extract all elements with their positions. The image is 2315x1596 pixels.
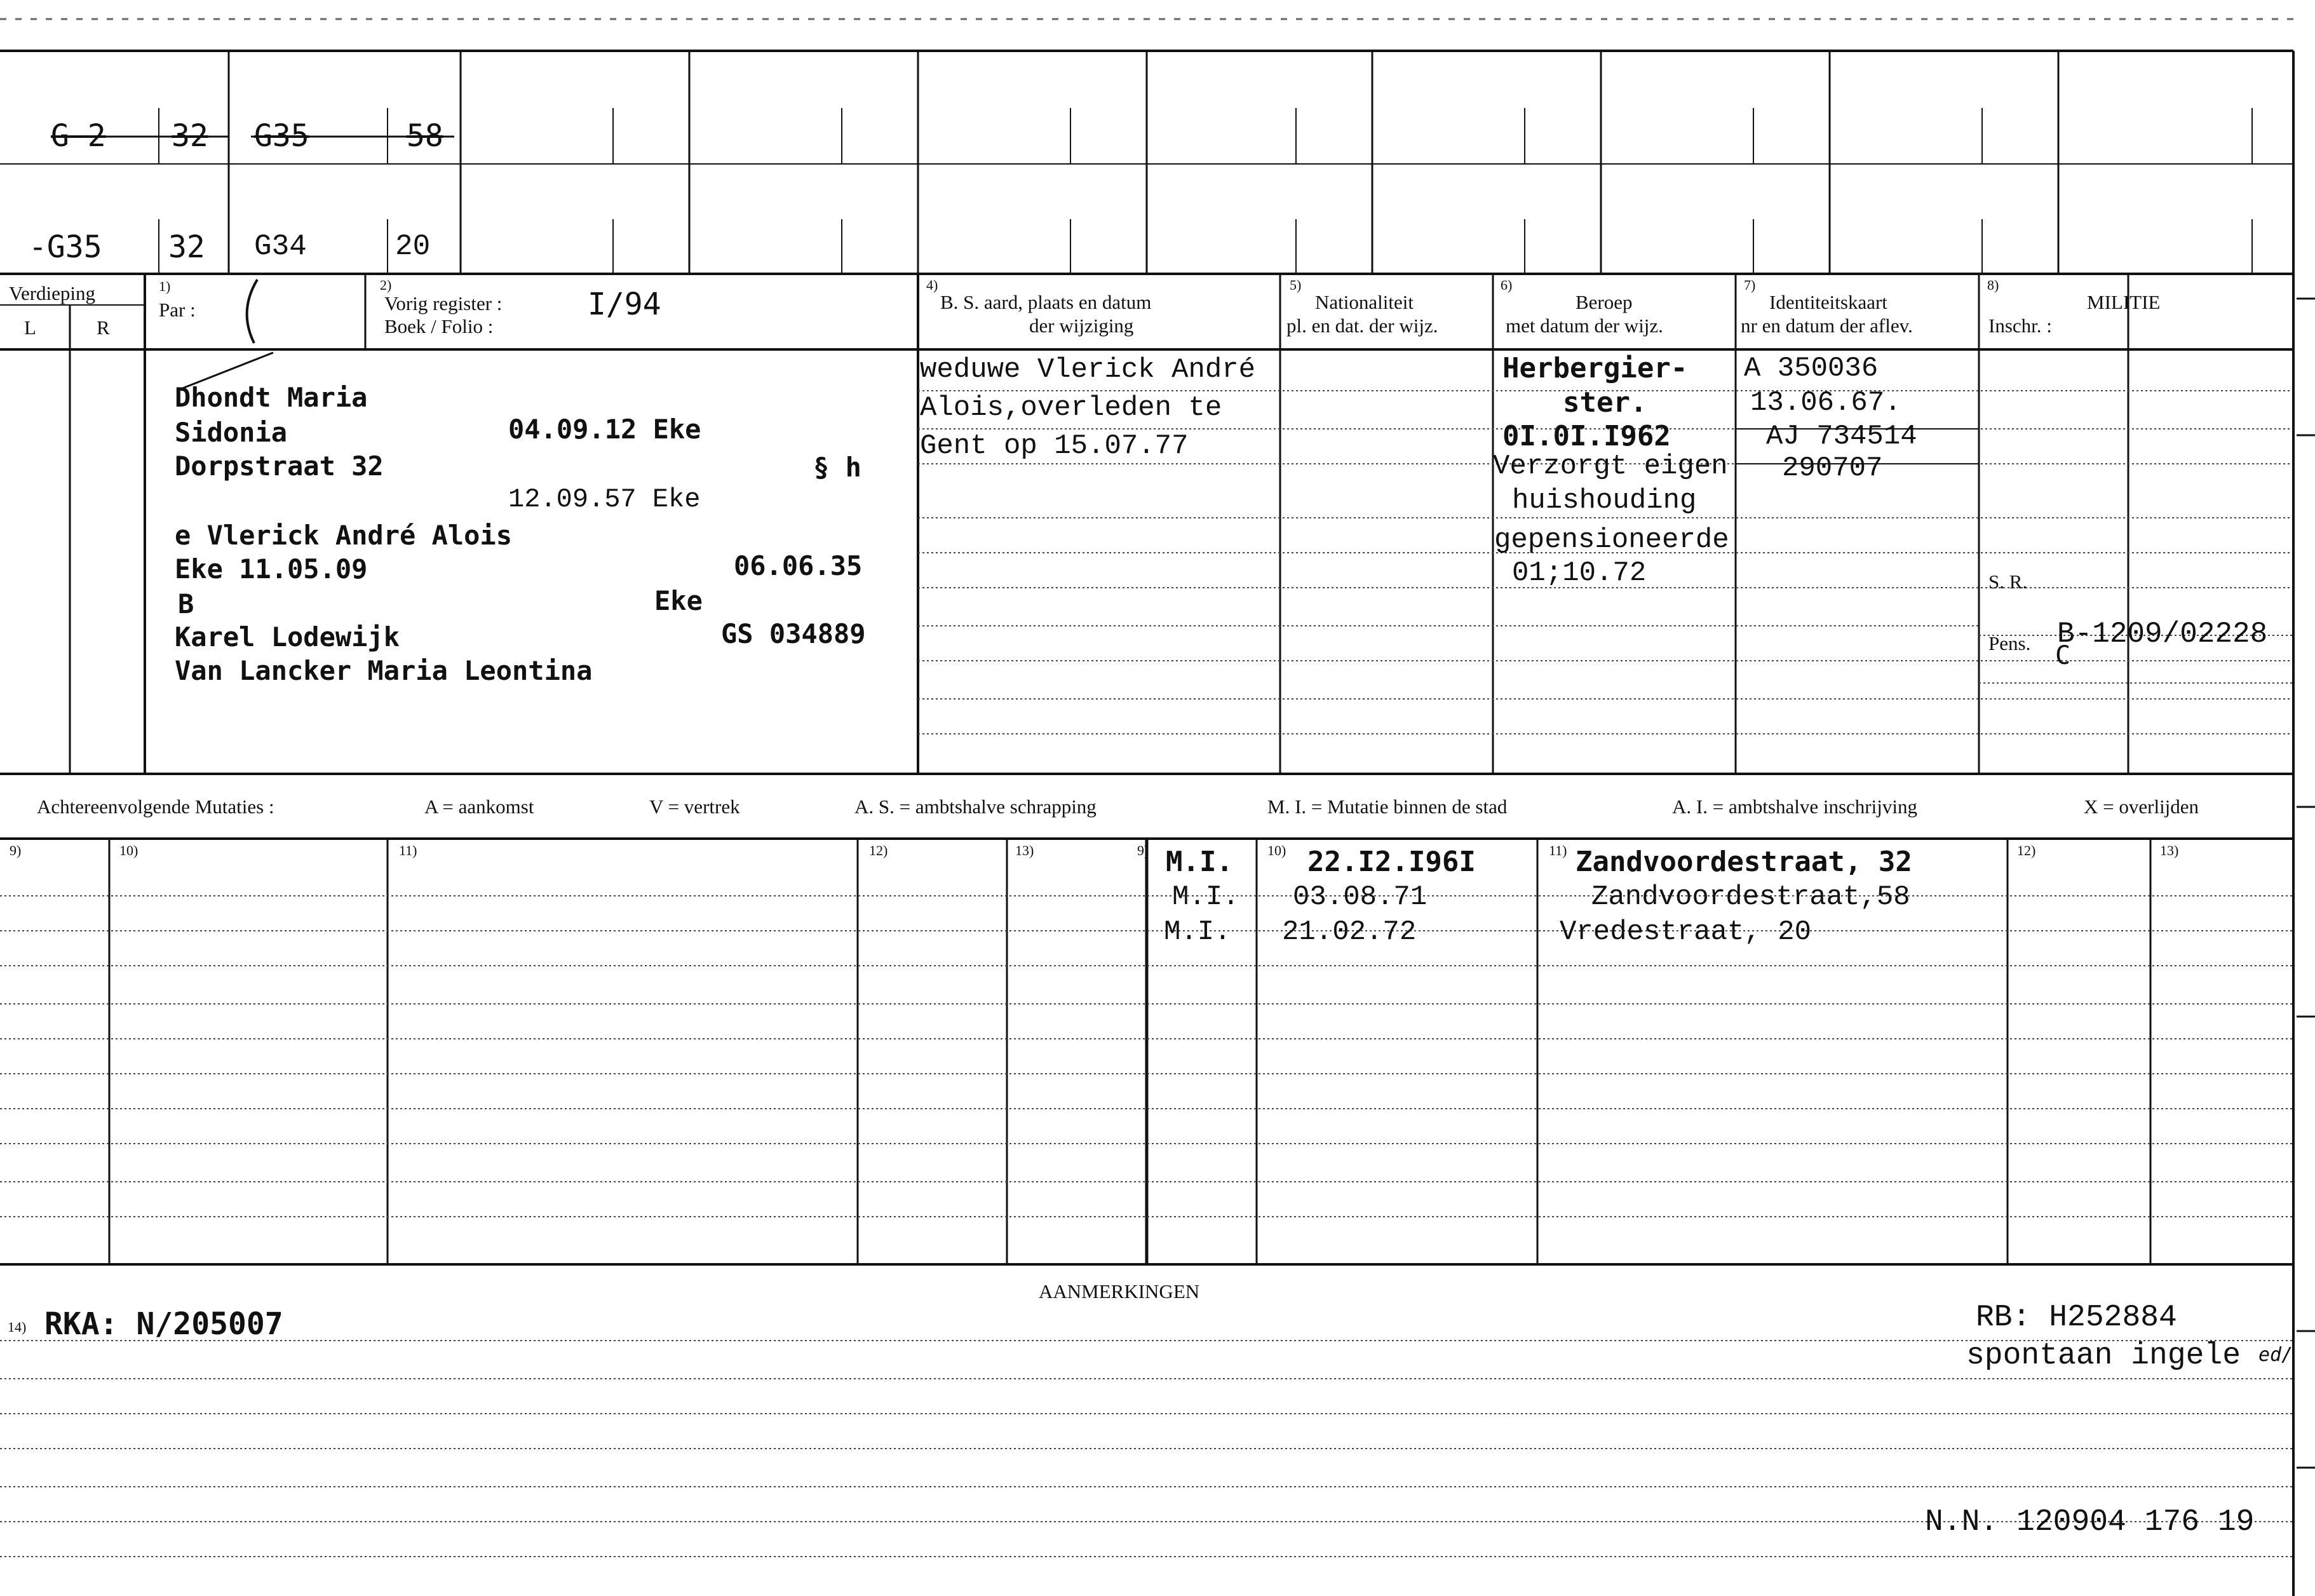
beroep-header: Beroep (1576, 291, 1633, 313)
bs-header: B. S. aard, plaats en datum (940, 291, 1152, 313)
column-number: 10) (119, 842, 138, 858)
bs-entry: Alois,overleden te (920, 392, 1222, 424)
strip-value: 20 (395, 230, 431, 263)
beroep-entry: 0I.0I.I962 (1502, 420, 1671, 452)
person-address: Dorpstraat 32 (175, 450, 384, 482)
column-number: 11) (399, 842, 417, 858)
mutation-key: V = vertrek (649, 795, 740, 818)
column-number: 10) (1267, 842, 1286, 858)
nationality-header: Nationaliteit (1315, 291, 1414, 313)
register-value: I/94 (588, 287, 661, 322)
column-number: 13) (1015, 842, 1034, 858)
strip-value: 32 (168, 229, 205, 265)
mutations-legend: Achtereenvolgende Mutaties : (37, 795, 274, 818)
column-number: 11) (1549, 842, 1567, 858)
bs-entry: weduwe Vlerick André (920, 354, 1256, 386)
person-name: Sidonia (175, 417, 288, 448)
verdieping-label: Verdieping (9, 282, 96, 304)
column-number: 13) (2160, 842, 2179, 858)
person-line: B (178, 588, 194, 619)
mutation-address: Zandvoordestraat,58 (1591, 881, 1910, 913)
strip-value: 32 (172, 118, 208, 154)
mutation-key: M. I. = Mutatie binnen de stad (1267, 795, 1508, 818)
mutation-key: A. S. = ambtshalve schrapping (854, 795, 1097, 818)
bs-entry: Gent op 15.07.77 (920, 430, 1189, 462)
gs-number: GS 034889 (721, 618, 866, 649)
spouse-name: e Vlerick André Alois (175, 520, 513, 551)
id-entry: A 350036 (1744, 353, 1879, 384)
rb-value: RB: H252884 (1976, 1301, 2177, 1335)
person-name: Dhondt Maria (175, 382, 368, 413)
column-number: 12) (869, 842, 888, 858)
column-number: 14) (8, 1319, 27, 1335)
mutation-date: 21.02.72 (1282, 916, 1417, 948)
date-value: 06.06.35 (734, 550, 863, 581)
beroep-entry: Herbergier- (1502, 352, 1688, 384)
vorig-register-label: Vorig register : (384, 292, 503, 314)
column-number: 8) (1987, 277, 1999, 293)
mutation-code: M.I. (1164, 916, 1231, 948)
beroep-entry: Verzorgt eigen (1493, 450, 1728, 482)
beroep-header: met datum der wijz. (1506, 314, 1663, 337)
mutation-date: 03.08.71 (1293, 881, 1427, 913)
column-number: 4) (926, 277, 938, 293)
id-entry: 13.06.67. (1750, 387, 1901, 419)
inschr-label: Inschr. : (1988, 314, 2052, 337)
id-entry: AJ 734514 (1766, 421, 1917, 452)
beroep-entry: gepensioneerde (1494, 524, 1729, 556)
column-number: 6) (1501, 277, 1513, 293)
id-entry: 290707 (1782, 452, 1883, 484)
pens-value: B-1209/02228 (2057, 618, 2268, 651)
nn-number: N.N. 120904 176 19 (1925, 1505, 2255, 1539)
mutation-key: A. I. = ambtshalve inschrijving (1672, 795, 1917, 818)
remarks-title: AANMERKINGEN (1039, 1280, 1200, 1302)
mutation-date: 22.I2.I96I (1307, 846, 1476, 878)
boek-folio-label: Boek / Folio : (384, 315, 494, 337)
pens-c: C (2055, 641, 2071, 670)
id-header: Identiteitskaart (1769, 291, 1887, 313)
verdieping-l-label: L (24, 316, 36, 339)
place-value: Eke (654, 585, 703, 616)
birth-date: 04.09.12 Eke (508, 414, 701, 445)
bs-header: der wijziging (1029, 314, 1134, 337)
mutation-code: M.I. (1172, 881, 1239, 913)
beroep-entry: huishouding (1512, 485, 1697, 517)
mother-name: Van Lancker Maria Leontina (175, 655, 593, 686)
mutation-key: X = overlijden (2084, 795, 2199, 818)
sr-label: S. R. (1988, 571, 2028, 593)
column-number: 9) (10, 842, 22, 858)
person-mark: § h (813, 452, 861, 483)
column-number: 5) (1290, 277, 1302, 293)
column-number: 9) (1137, 842, 1149, 858)
spouse-birth: Eke 11.05.09 (175, 553, 368, 585)
beroep-entry: 01;10.72 (1512, 557, 1647, 589)
spontaan-remark-end: ed/ (2258, 1344, 2293, 1366)
pens-label: Pens. (1988, 632, 2031, 654)
father-name: Karel Lodewijk (175, 621, 400, 653)
militie-header: MILITIE (2087, 291, 2161, 313)
column-number: 7) (1744, 277, 1756, 293)
date-value: 12.09.57 Eke (508, 484, 701, 515)
mutation-code: M.I. (1166, 846, 1233, 878)
strip-value: G35 (254, 118, 309, 154)
par-label: Par : (159, 299, 196, 321)
strip-value: -G35 (29, 229, 102, 265)
column-number: 12) (2017, 842, 2036, 858)
verdieping-r-label: R (97, 316, 110, 339)
mutation-address: Zandvoordestraat, 32 (1576, 846, 1912, 878)
mutation-address: Vredestraat, 20 (1560, 916, 1812, 948)
strip-value: 58 (407, 118, 443, 154)
mutation-key: A = aankomst (424, 795, 534, 818)
column-number: 1) (159, 278, 171, 294)
rka-value: RKA: N/205007 (44, 1306, 283, 1342)
id-header: nr en datum der aflev. (1741, 314, 1913, 337)
nationality-header: pl. en dat. der wijz. (1286, 314, 1438, 337)
strip-value: G 2 (51, 118, 106, 154)
spontaan-remark: spontaan ingele (1966, 1339, 2241, 1373)
beroep-entry: ster. (1563, 386, 1647, 419)
column-number: 2) (380, 277, 392, 293)
strip-value: G34 (254, 230, 307, 263)
